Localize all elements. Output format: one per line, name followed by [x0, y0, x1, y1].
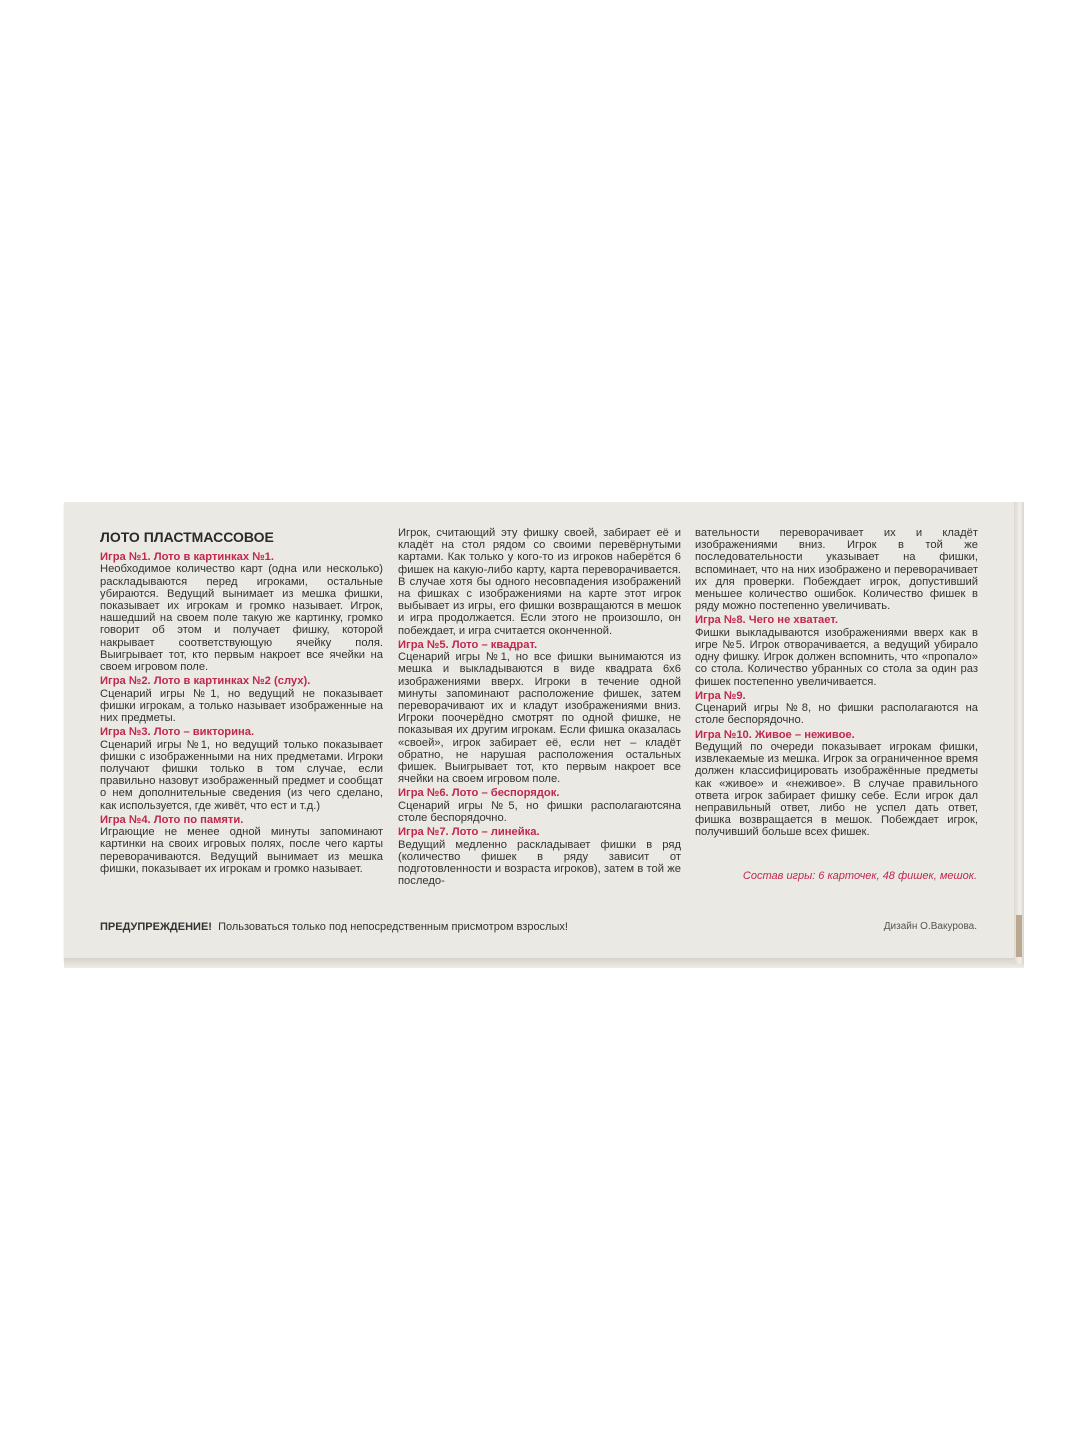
game-5-text: Сценарий игры №1, но все фишки вынимаются из мешка и выкладываются в виде квадрата 6х6 изображениями вверх. Игроки в течение одной минуты запоминают расположение фишек, затем переворачивают их и кладут изображениями вниз. Игроки поочерёдно смотрят по одной фишке, не показывая их другим игрокам. Если фишка оказалась «своей», игрок забирает её, если нет – кладёт обратно, не нарушая расположения остальных фишек. Выигрывает тот, кто первым накроет все ячейки на своем игровом поле. [398, 651, 681, 786]
box-side-edge [1014, 502, 1024, 964]
page-title: ЛОТО ПЛАСТМАССОВОЕ [100, 529, 274, 545]
game-6-title: Игра №6. Лото – беспорядок. [398, 787, 560, 800]
box-side-shadow [1016, 915, 1022, 957]
game-10-text: Ведущий по очереди показывает игрокам фишки, извлекаемые из мешка. Игрок за ограниченное время должен классифицировать изображённые предметы как «живое» и «неживое». В случае правильного ответа игрок забирает фишку себе. Если игрок дал неправильный ответ, либо не успел дать ответ, фишка возвращается в мешок. Побеждает игрок, получивший больше всех фишек. [695, 741, 978, 839]
warning-text: Пользоваться только под непосредственным присмотром взрослых! [218, 921, 568, 933]
set-contents: Состав игры: 6 карточек, 48 фишек, мешок. [742, 870, 977, 882]
game-1-title: Игра №1. Лото в картинках №1. [100, 551, 275, 563]
game-8-text: Фишки выкладываются изображениями вверх как в игре №5. Игрок отворачивается, а ведущий убирало одну фишку. Игрок должен вспомнить, что «пропало» со стола. Количество убранных со стола за один раз фишек постепенно увеличивается. [695, 626, 978, 688]
game-6-text: Сценарий игры №5, но фишки располагаютсяна столе беспорядочно. [398, 799, 681, 825]
column-1 [100, 527, 383, 875]
game-7-text-continued: вательности переворачивает их и кладёт изображениями вниз. Игрок в той же последовательности указывает на фишки, вспоминает, что на них изображено и переворачивает их для проверки. Побеждает игрок, допустивший меньшее количество ошибок. Количество фишек в ряду можно постепенно увеличивать. [695, 527, 978, 613]
column-3 [695, 527, 978, 839]
game-8-title: Игра №8. Чего не хватает. [695, 614, 838, 627]
warning-label: ПРЕДУПРЕЖДЕНИЕ! [100, 921, 212, 933]
box-bottom-edge [64, 958, 1024, 968]
game-10-title: Игра №10. Живое – неживое. [695, 728, 855, 741]
design-credit: Дизайн О.Вакурова. [883, 921, 977, 932]
game-7-text: Ведущий медленно раскладывает фишки в ряд (количество фишек в ряду зависит от подготовленности и возраста игроков), затем в той же последо- [398, 838, 681, 888]
column-2 [398, 527, 681, 888]
game-4-title: Игра №4. Лото по памяти. [100, 813, 244, 826]
game-1-text: Необходимое количество карт (одна или несколько) раскладываются перед игроками, остальные убираются. Ведущий вынимает из мешка фишки, показывает их игрокам и громко называет. Игрок, нашедший на своем поле такую же картинку, громко говорит об этом и получает фишку, которой накрывает соответствующую ячейку поля. Выигрывает тот, кто первым накроет все ячейки на своем игровом поле. [100, 563, 383, 674]
game-9-title: Игра №9. [695, 689, 746, 702]
game-3-title: Игра №3. Лото – викторина. [100, 726, 255, 739]
warning-line [100, 921, 568, 933]
game-3-text: Сценарий игры №1, но ведущий только показывает фишки с изображенными на них предметами. Игроки получают фишки только в том случае, если правильно назовут изображенный предмет и сообщат о нем дополнительные сведения (из чего сделано, как используется, где живёт, что ест и т.д.) [100, 738, 383, 812]
game-9-text: Сценарий игры №8, но фишки располагаются на столе беспорядочно. [695, 702, 978, 727]
game-5-title: Игра №5. Лото – квадрат. [398, 638, 538, 651]
game-4-text: Играющие не менее одной минуты запоминают картинки на своих игровых полях, после чего карты переворачиваются. Ведущий вынимает из мешка фишки, показывает их игрокам и громко называет. [100, 826, 383, 875]
game-4-text-continued: Игрок, считающий эту фишку своей, забирает её и кладёт на стол рядом со своими перевёрнутыми картами. Как только у кого-то из игроков наберётся 6 фишек на какую-либо карту, карта переворачивается. В случае хотя бы одного несовпадения изображений на фишках с изображениями на карте этот игрок выбывает из игры, его фишки возвращаются в мешок и игра продолжается. Если этого не произошло, он побеждает, и игра считается оконченной. [398, 527, 681, 637]
game-7-title: Игра №7. Лото – линейка. [398, 826, 540, 839]
game-2-text: Сценарий игры №1, но ведущий не показывает фишки игрокам, а только называет изображенные на них предметы. [100, 687, 383, 725]
game-2-title: Игра №2. Лото в картинках №2 (слух). [100, 675, 311, 688]
